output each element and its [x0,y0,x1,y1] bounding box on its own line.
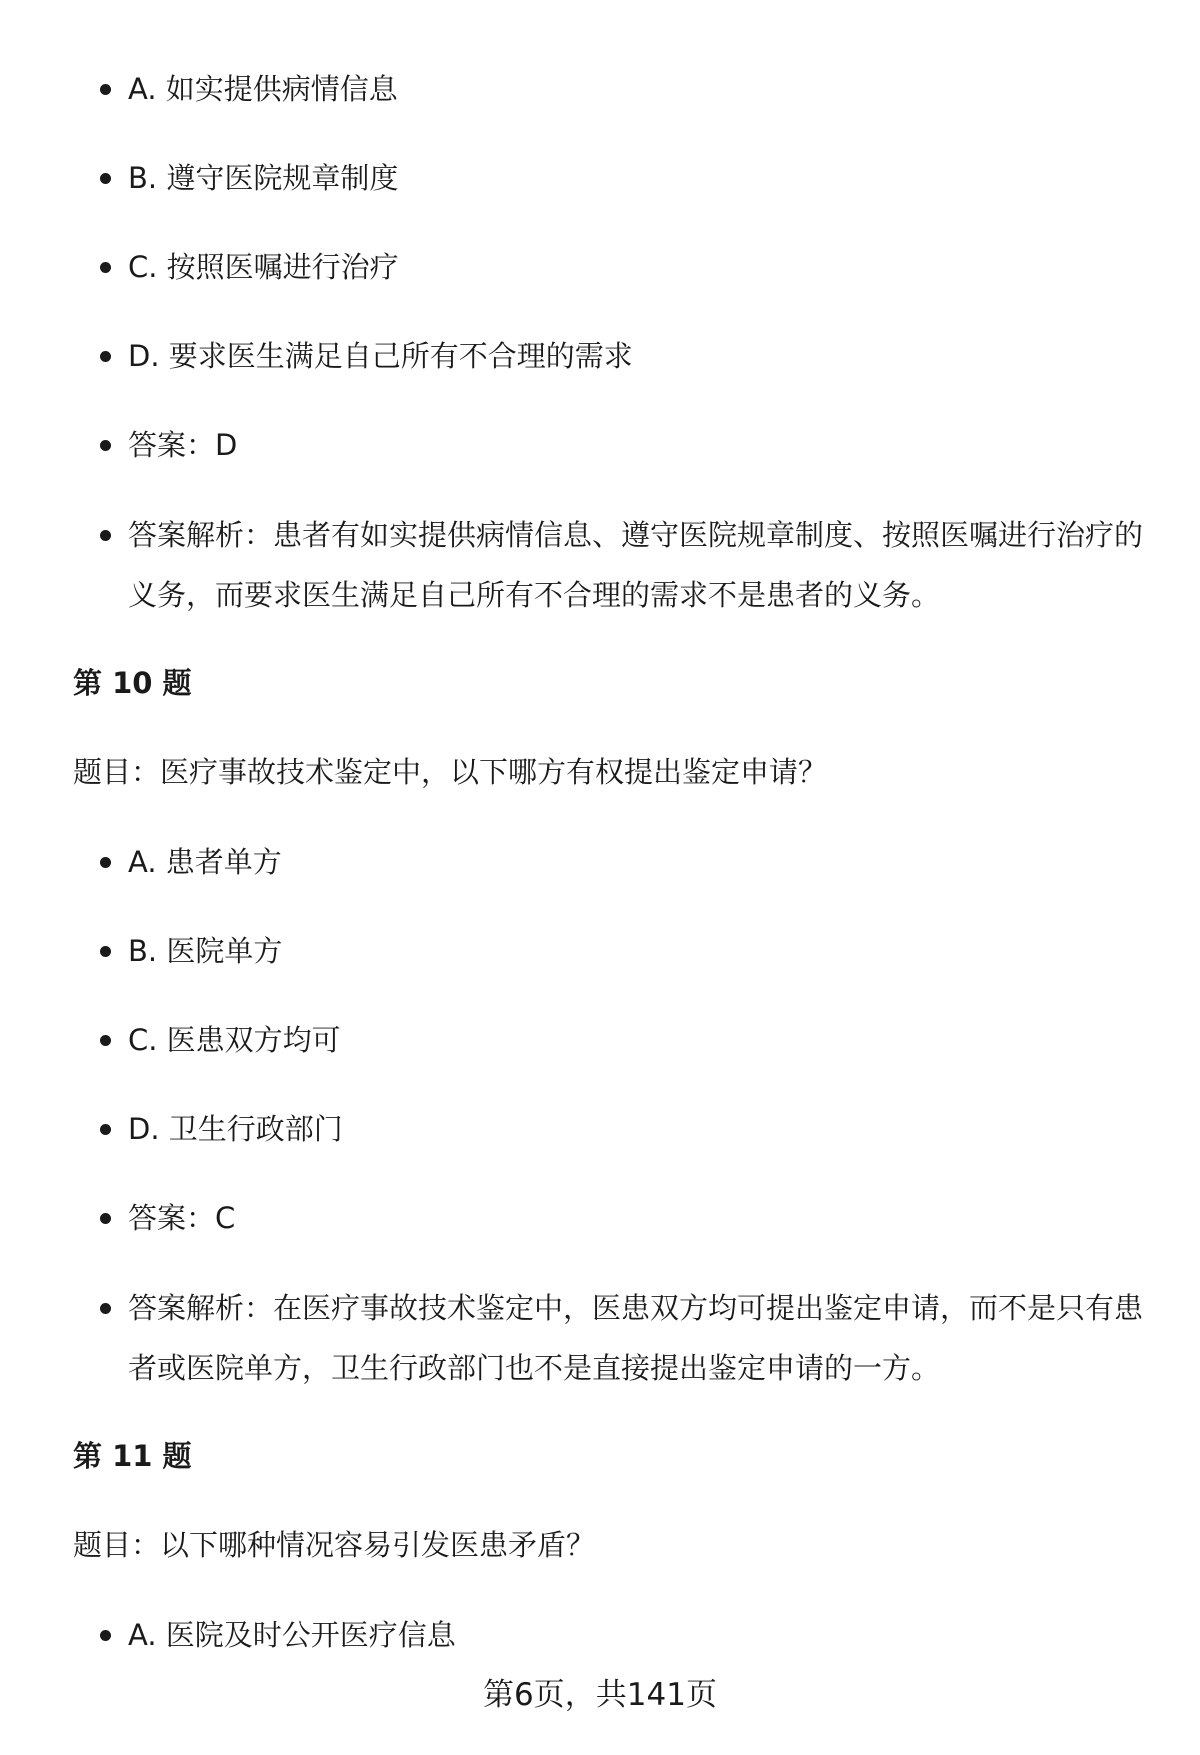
q9-option-d: D. 要求医生满足自己所有不合理的需求 [128,326,1148,386]
q11-option-a: A. 医院及时公开医疗信息 [128,1605,1148,1665]
q10-question: 题目：医疗事故技术鉴定中，以下哪方有权提出鉴定申请？ [73,755,828,789]
q10-option-a: A. 患者单方 [128,832,1148,892]
q11-heading: 第 11 题 [73,1439,192,1473]
q9-explanation: 答案解析：患者有如实提供病情信息、遵守医院规章制度、按照医嘱进行治疗的义务，而要求医生满足自己所有不合理的需求不是患者的义务。 [128,505,1148,625]
q9-answer: 答案：D [128,415,1148,475]
page-number-footer: 第6页，共141页 [483,1677,717,1713]
q10-explanation: 答案解析：在医疗事故技术鉴定中，医患双方均可提出鉴定申请，而不是只有患者或医院单方，卫生行政部门也不是直接提出鉴定申请的一方。 [128,1278,1148,1398]
q11-question: 题目：以下哪种情况容易引发医患矛盾？ [73,1528,596,1562]
q10-option-c: C. 医患双方均可 [128,1010,1148,1070]
q10-option-b: B. 医院单方 [128,921,1148,981]
q10-heading: 第 10 题 [73,666,192,700]
q9-option-a: A. 如实提供病情信息 [128,59,1148,119]
q9-option-c: C. 按照医嘱进行治疗 [128,237,1148,297]
q9-option-b: B. 遵守医院规章制度 [128,148,1148,208]
q10-option-d: D. 卫生行政部门 [128,1099,1148,1159]
q10-answer: 答案：C [128,1188,1148,1248]
